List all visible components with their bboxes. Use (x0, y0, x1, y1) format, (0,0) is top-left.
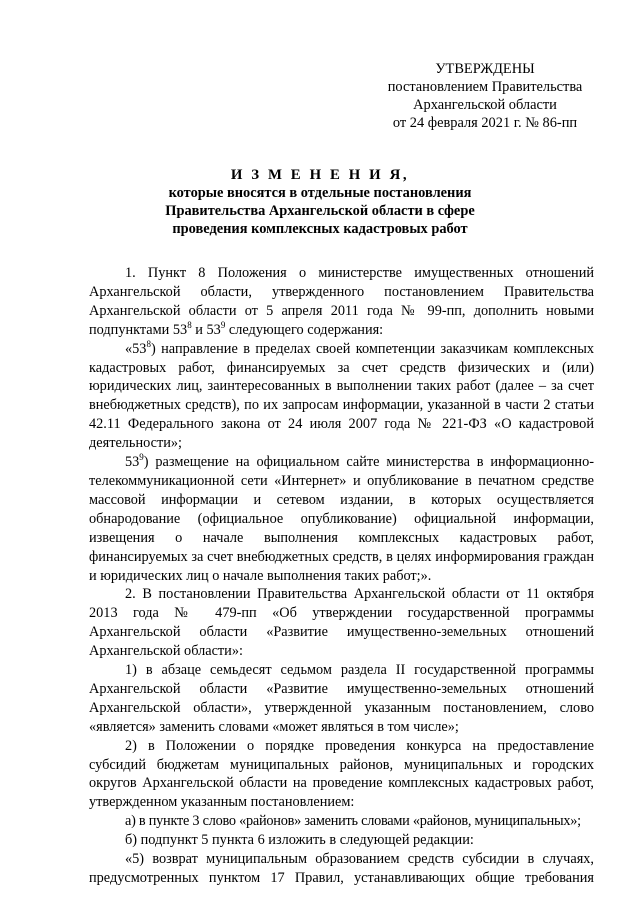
approval-line-1: постановлением Правительства (387, 79, 583, 95)
subpoint-a: а) в пункте 3 слово «районов» заменить словами «районов, муниципальных»; (125, 813, 581, 830)
subpoint-text: ) направление в пределах своей компетенции заказчикам комплексных кадастровых работ, финансируемых за счет средств физических и (или) юридических лиц, заинтересованных в выполнении таких работ (далее – за счет внебюджетных средств), по их запросам информации, указанной в части 2 статьи 42.11 Федерального закона от 24 июля 2007 года № 221-ФЗ «О кадастровой деятельности»; (89, 340, 594, 452)
paragraph-1-text: следующего содержания: (225, 321, 384, 338)
title-main: И З М Е Н Е Н И Я, (230, 167, 410, 183)
approval-heading: УТВЕРЖДЕНЫ (435, 61, 535, 77)
subpoint-1: 1) в абзаце семьдесят седьмом раздела II государственной программы Архангельской области «Развитие имущественно-земельных отношений Архангельской области», утвержденной указанным постановлением, слово «является» заменить словами «может являться в том числе»; (89, 662, 594, 735)
approval-line-2: Архангельской области (413, 97, 557, 113)
subpoint-text: ) размещение на официальном сайте министерства в информационно-телекоммуникационной сети «Интернет» и опубликование в печатном средстве массовой информации и сетевом издании, в которых осуществляется обнародование (официальное опубликование) официальной информации, извещения о начале выполнения комплексных кадастровых работ, финансируемых за счет внебюджетных средств, в целях информирования граждан и юридических лиц о начале выполнения таких работ;». (89, 454, 594, 584)
paragraph-1 (89, 264, 594, 340)
quoted-subpoint-5: «5) возврат муниципальным образованием средств субсидии в случаях, предусмотренных пунктом 17 Правил, устанавливающих общие требования (89, 851, 594, 886)
superscript: 8 (146, 338, 151, 349)
title-line-3: проведения комплексных кадастровых работ (172, 221, 468, 237)
superscript: 8 (187, 319, 192, 330)
approval-line-3: от 24 февраля 2021 г. № 86-пп (392, 115, 578, 131)
paragraph-1-text: 1. Пункт 8 Положения о министерстве имущественных отношений Архангельской области, утвержденного постановлением Правительства Архангельской области от 5 апреля 2011 года № 99-пп, дополнить новыми подпунктами 53 (89, 265, 594, 338)
subpoint-b: б) подпункт 5 пункта 6 изложить в следующей редакции: (125, 832, 474, 849)
title-line-1: которые вносятся в отдельные постановления (168, 185, 472, 201)
paragraph-2: 2. В постановлении Правительства Архангельской области от 11 октября 2013 года № 479-пп «Об утверждении государственной программы Архангельской области «Развитие имущественно-земельных отношений Архангельской области»: (89, 586, 594, 660)
quoted-subpoint-53-8 (89, 340, 594, 453)
superscript: 9 (139, 452, 144, 463)
subpoint-2: 2) в Положении о порядке проведения конкурса на предоставление субсидий бюджетам муниципальных районов, муниципальных и городских округов Архангельской области на проведение комплексных кадастровых работ, утвержденном указанным постановлением: (89, 737, 594, 811)
subpoint-number: «53 (125, 340, 147, 357)
title-line-2: Правительства Архангельской области в сфере (165, 203, 475, 219)
paragraph-1-text: и 53 (191, 321, 221, 338)
quoted-subpoint-53-9 (89, 453, 594, 585)
document-title (90, 166, 550, 238)
document-body (89, 264, 594, 888)
subpoint-number: 53 (125, 454, 140, 471)
superscript: 9 (220, 319, 226, 330)
approval-stamp (370, 60, 600, 132)
